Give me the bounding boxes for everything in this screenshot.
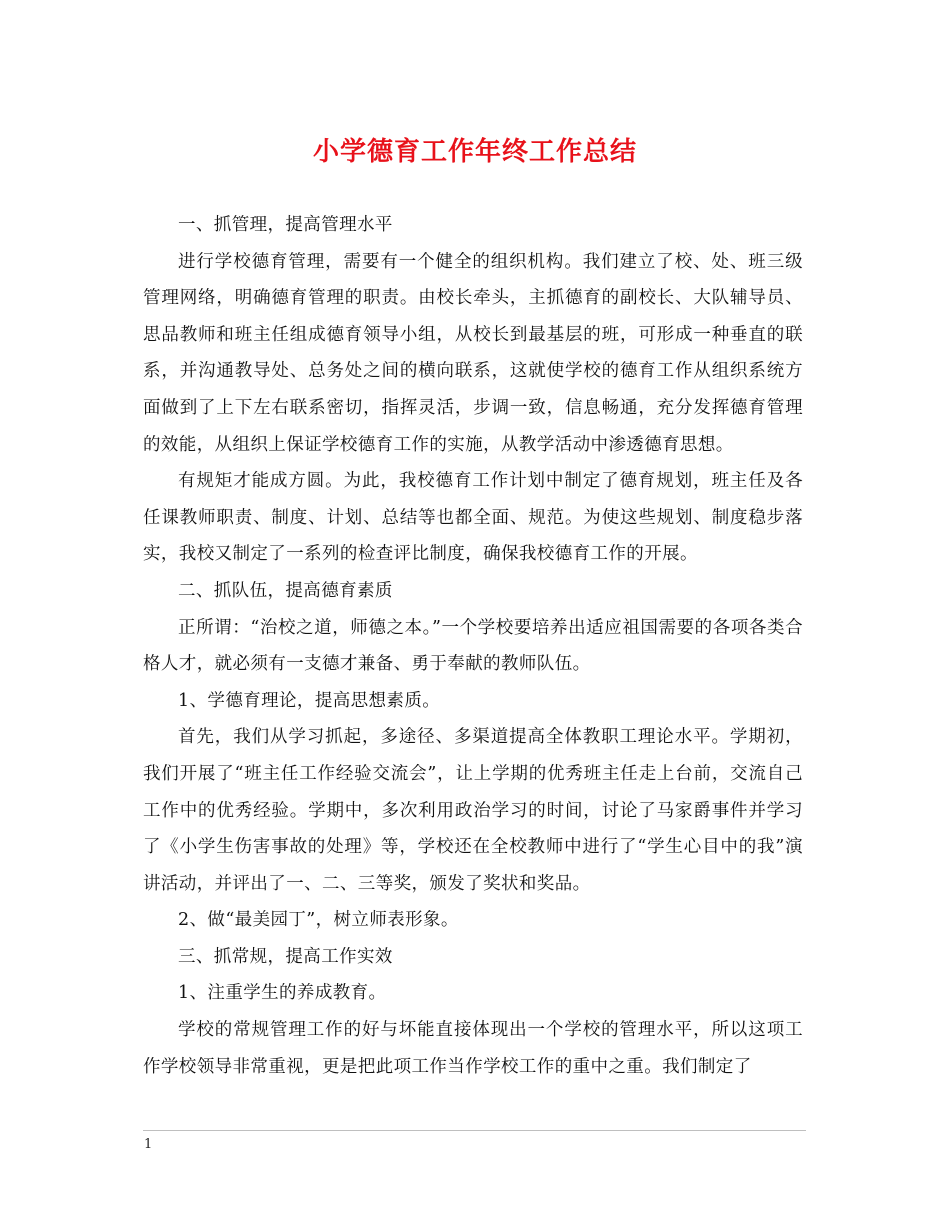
paragraph-routine-management: 学校的常规管理工作的好与坏能直接体现出一个学校的管理水平，所以这项工作学校领导非常重视，更是把此项工作当作学校工作的重中之重。我们制定了: [143, 1020, 803, 1077]
paragraph-organization: 进行学校德育管理，需要有一个健全的组织机构。我们建立了校、处、班三级管理网络，明确德育管理的职责。由校长牵头，主抓德育的副校长、大队辅导员、思品教师和班主任组成德育领导小组，从校长到最基层的班，可形成一种垂直的联系，并沟通教导处、总务处之间的横向联系，这就使学校的德育工作从组织系统方面做到了上下左右联系密切，指挥灵活，步调一致，信息畅通，充分发挥德育管理的效能，从组织上保证学校德育工作的实施，从教学活动中渗透德育思想。: [143, 251, 803, 455]
footer-divider: [143, 1130, 806, 1131]
paragraph-teacher-ethics: 正所谓：“治校之道，师德之本。”一个学校要培养出适应祖国需要的各项各类合格人才，就必须有一支德才兼备、勇于奉献的教师队伍。: [143, 617, 803, 675]
subheading-habits: 1、注重学生的养成教育。: [178, 983, 387, 1004]
document-title: 小学德育工作年终工作总结: [312, 137, 637, 167]
heading-routine: 三、抓常规，提高工作实效: [178, 946, 393, 967]
subheading-gardener: 2、做“最美园丁”，树立师表形象。: [178, 910, 459, 931]
heading-team: 二、抓队伍，提高德育素质: [178, 580, 393, 601]
page-number: 1: [144, 1137, 153, 1152]
paragraph-study: 首先，我们从学习抓起，多途径、多渠道提高全体教职工理论水平。学期初，我们开展了“班主任工作经验交流会”，让上学期的优秀班主任走上台前，交流自己工作中的优秀经验。学期中，多次利用政治学习的时间，讨论了马家爵事件并学习了《小学生伤害事故的处理》等，学校还在全校教师中进行了“学生心目中的我”演讲活动，并评出了一、二、三等奖，颁发了奖状和奖品。: [143, 727, 803, 894]
heading-management: 一、抓管理，提高管理水平: [178, 215, 393, 235]
subheading-theory: 1、学德育理论，提高思想素质。: [178, 690, 441, 711]
document-body: [143, 207, 803, 1085]
paragraph-rules: 有规矩才能成方圆。为此，我校德育工作计划中制定了德育规划，班主任及各任课教师职责、制度、计划、总结等也都全面、规范。为使这些规划、制度稳步落实，我校又制定了一系列的检查评比制度，确保我校德育工作的开展。: [143, 471, 803, 565]
